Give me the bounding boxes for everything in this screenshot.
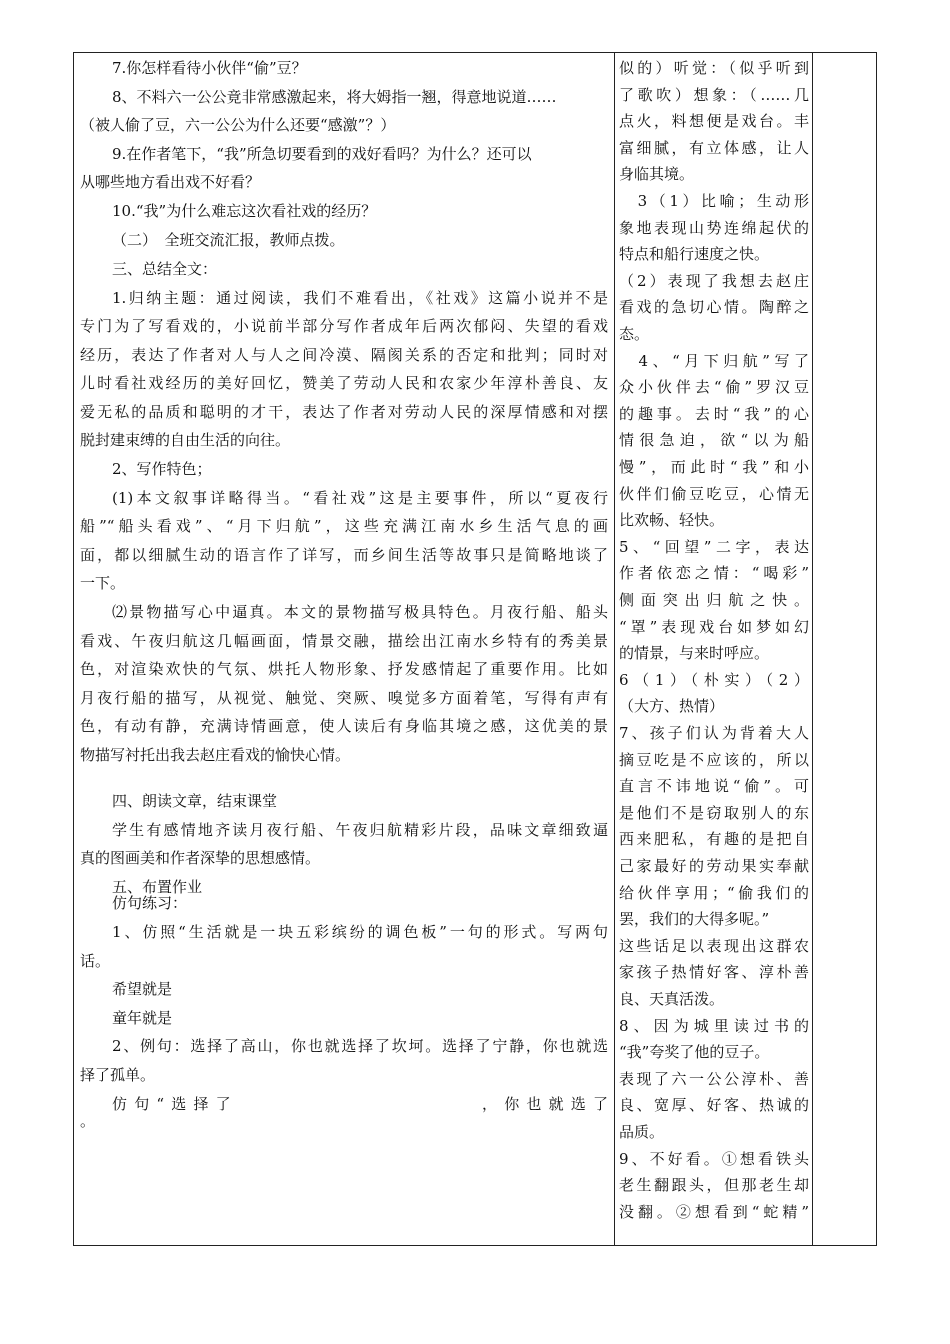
column-divider	[812, 53, 813, 1245]
answer-text-line: 4、“月下归航”写了	[619, 351, 809, 370]
body-text-line: 学生有感情地齐读月夜行船、午夜归航精彩片段，品味文章细致逼	[112, 821, 608, 839]
answer-text-line: 9、不好看。①想看铁头	[619, 1149, 809, 1168]
answer-text-line: 态。	[619, 325, 650, 343]
answer-text-line: 6（1）（朴实）（2）	[619, 670, 809, 689]
body-text-line: 10.“我”为什么难忘这次看社戏的经历？	[112, 202, 377, 220]
answer-text-line: 7、孩子们认为背着大人	[619, 724, 809, 742]
body-text-line: 真的图画美和作者深挚的思想感情。	[80, 849, 321, 867]
answer-text-line: 伙伴们偷豆吃豆，心情无	[619, 484, 809, 503]
answer-text-line: 的趣事。去时“我”的心	[619, 404, 809, 423]
body-text-line: 三、总结全文：	[112, 260, 218, 278]
answer-text-line: 侧面突出归航之快。	[619, 591, 809, 609]
body-text-line: 2、写作特色；	[112, 460, 212, 478]
notes-column	[816, 53, 874, 1245]
answer-text-line: 身临其境。	[619, 165, 695, 184]
answer-text-line: 众小伙伴去“偷”罗汉豆	[619, 378, 809, 397]
answer-text-line: 特点和船行速度之快。	[619, 245, 770, 264]
body-text-line: 月夜行船的描写，从视觉、触觉、突厥、嗅觉多方面着笔，写得有声有	[80, 689, 608, 707]
answer-text-line: 表现了六一公公淳朴、善	[619, 1069, 809, 1088]
answer-text-line: 了歌吹）想象：（……几	[619, 85, 809, 104]
body-text-line: 色，有动有静，充满诗情画意，使人读后有身临其境之感，这优美的景	[80, 717, 608, 735]
body-text-line: 8、不料六一公公竟非常感激起来，将大姆指一翘，得意地说道……	[112, 88, 557, 106]
body-text-line: 四、朗读文章，结束课堂	[112, 792, 278, 810]
body-text-line: 仿句“选择了 ，你也就选了	[112, 1095, 608, 1113]
answer-text-line: 给伙伴享用；“偷我们的	[619, 883, 809, 902]
answer-text-line: 罢，我们的大得多呢。”	[619, 910, 770, 929]
answer-text-line: 3（1）比喻；生动形	[619, 192, 809, 210]
answer-text-line: 情很急迫，欲“以为船	[619, 431, 809, 450]
answer-text-line: 点火，料想便是戏台。丰	[619, 112, 809, 131]
answer-text-line: 是他们不是窃取别人的东	[619, 803, 809, 822]
answer-text-line: 8、因为城里读过书的	[619, 1016, 809, 1035]
answer-text-line: 象地表现山势连绵起伏的	[619, 218, 809, 237]
answer-text-line: （2）表现了我想去赵庄	[619, 271, 809, 290]
answer-text-line: 摘豆吃是不应该的，所以	[619, 750, 809, 769]
body-text-line: 儿时看社戏经历的美好回忆，赞美了劳动人民和农家少年淳朴善良、友	[80, 374, 608, 392]
answer-text-line: 没翻。②想看到“蛇精”	[619, 1202, 809, 1221]
body-text-line: 物描写衬托出我去赵庄看戏的愉快心情。	[80, 746, 351, 764]
body-text-line: 7.你怎样看待小伙伴“偷”豆？	[112, 59, 307, 77]
answer-text-line: “罩”表现戏台如梦如幻	[619, 617, 809, 636]
body-text-line: (1)本文叙事详略得当。“看社戏”这是主要事件，所以“夏夜行	[112, 489, 608, 507]
answer-text-line: “我”夸奖了他的豆子。	[619, 1043, 770, 1062]
body-text-line: 脱封建束缚的自由生活的向往。	[80, 431, 291, 449]
body-text-line: 1、仿照“生活就是一块五彩缤纷的调色板”一句的形式。写两句	[112, 923, 608, 941]
answer-text-line: 似的）听觉：（似乎听到	[619, 59, 809, 77]
body-text-line: 五、布置作业	[112, 878, 203, 896]
body-text-line: （被人偷了豆，六一公公为什么还要“感激”？）	[80, 116, 396, 134]
body-text-line: 仿句练习：	[112, 894, 188, 912]
body-text-line: 1.归纳主题：通过阅读，我们不难看出，《社戏》这篇小说并不是	[112, 289, 608, 307]
answer-text-line: 家孩子热情好客、淳朴善	[619, 963, 809, 982]
body-text-line: 经历，表达了作者对人与人之间冷漠、隔阂关系的否定和批判；同时对	[80, 346, 608, 364]
body-text-line: 船”“船头看戏”、“月下归航”，这些充满江南水乡生活气息的画	[80, 517, 608, 535]
answer-text-line: 的情景，与来时呼应。	[619, 644, 770, 663]
answer-text-line: 看戏的急切心情。陶醉之	[619, 298, 809, 317]
body-text-line: 话。	[80, 952, 111, 970]
answer-text-line: 比欢畅、轻快。	[619, 511, 725, 530]
answer-text-line: 这些话足以表现出这群农	[619, 936, 809, 955]
body-text-line: 专门为了写看戏的，小说前半部分写作者成年后两次郁闷、失望的看戏	[80, 317, 608, 335]
body-text-line: 色，对渲染欢快的气氛、烘托人物形象、抒发感情起了重要作用。比如	[80, 660, 608, 678]
answer-text-line: （大方、热情）	[619, 697, 725, 716]
body-text-line: ⑵景物描写心中逼真。本文的景物描写极具特色。月夜行船、船头	[112, 603, 608, 621]
body-text-line: 一下。	[80, 574, 126, 592]
answer-text-line: 老生翻跟头，但那老生却	[619, 1176, 809, 1195]
answer-text-line: 直言不讳地说“偷”。可	[619, 777, 809, 796]
lesson-table	[73, 52, 877, 1246]
body-text-line: 择了孤单。	[80, 1066, 156, 1084]
answer-text-line: 5、“回望”二字，表达	[619, 537, 809, 556]
body-text-line: 2、例句：选择了高山，你也就选择了坎坷。选择了宁静，你也就选	[112, 1037, 608, 1055]
body-text-line: 面，都以细腻生动的语言作了详写，而乡间生活等故事只是简略地谈了	[80, 546, 608, 564]
body-text-line: 看戏、午夜归航这几幅画面，情景交融，描绘出江南水乡特有的秀美景	[80, 632, 608, 650]
body-text-line: （二） 全班交流汇报，教师点拨。	[112, 231, 345, 249]
answer-text-line: 西来肥私，有趣的是把自	[619, 830, 809, 849]
body-text-line: 爱无私的品质和聪明的才干，表达了作者对劳动人民的深厚情感和对摆	[80, 403, 608, 421]
answer-text-line: 慢”，而此时“我”和小	[619, 458, 809, 476]
answer-text-line: 良、宽厚、好客、热诚的	[619, 1096, 809, 1115]
column-divider	[614, 53, 615, 1245]
answer-text-line: 富细腻，有立体感，让人	[619, 138, 809, 157]
body-text-line: 。	[80, 1112, 96, 1130]
answer-text-line: 良、天真活泼。	[619, 990, 725, 1008]
answer-text-line: 己家最好的劳动果实奉献	[619, 857, 809, 875]
answer-text-line: 品质。	[619, 1123, 665, 1141]
body-text-line: 9.在作者笔下，“我”所急切要看到的戏好看吗？为什么？还可以	[112, 145, 532, 163]
body-text-line: 童年就是	[112, 1009, 173, 1027]
body-text-line: 从哪些地方看出戏不好看？	[80, 173, 261, 191]
body-text-line: 希望就是	[112, 980, 173, 998]
answer-text-line: 作者依恋之情：“喝彩”	[619, 564, 809, 583]
